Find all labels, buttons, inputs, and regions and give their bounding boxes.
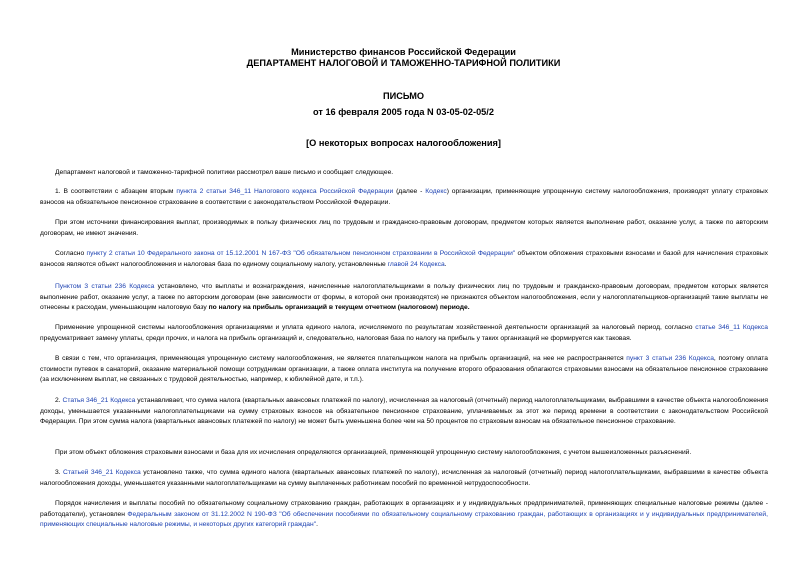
text-segment: ) организации, применяющие упрощенную систему налогообложения, производят уплату страховых взносов на обязательное пенсионное страхование в соответствии с законодательством Российской Федерации.: [40, 188, 768, 206]
paragraph-6: [40, 354, 768, 386]
text-segment: В связи с тем, что организация, применяющая упрощенную систему налогообложения, не является плательщиком налога на прибыль организаций, на нее не распространяется: [55, 355, 627, 362]
paragraph-5: [40, 323, 768, 344]
link-law-167fz[interactable]: пункту 2 статьи 10 Федерального закона от 15.12.2001 N 167-ФЗ "Об обязательном пенсионном страховании в Российской Федерации": [86, 250, 516, 257]
text-segment: 3.: [55, 469, 64, 476]
paragraph-8: При этом объект обложения страховыми взносами и база для их исчисления определяются организацией, применяющей упрощенную систему налогообложения, с учетом вышеизложенных разъяснений.: [55, 449, 692, 456]
text-segment: предусматривает замену уплаты, среди прочих, и налога на прибыль организаций и, следовательно, налоговая база по налогу на прибыль у таких организаций не формируется как таковая.: [40, 334, 632, 342]
paragraph-3: [40, 249, 768, 270]
paragraph-10: [40, 499, 768, 531]
paragraph-2: При этом источники финансирования выплат, производимых в пользу физических лиц по трудовым и гражданско-правовым договорам, предметом которых является выполнение работ, оказание услуг, а также по авторским договорам, не имеют значения.: [40, 219, 768, 237]
department-title: ДЕПАРТАМЕНТ НАЛОГОВОЙ И ТАМОЖЕННО-ТАРИФНОЙ ПОЛИТИКИ: [246, 58, 561, 68]
paragraph-7: [40, 396, 768, 428]
text-segment: , поэтому оплата стоимости путевок в санаторий, оказание материальной помощи сотрудникам организации, а также оплата института на получение второго образования облагаются страховыми взносами на обязательное пенсионное страхование (за исключением выплат, не связанных с трудовой деятельностью, например, к юбилейной дате, и т.п.).: [40, 355, 768, 383]
text-segment: .: [444, 260, 447, 268]
text-segment: установлено, что выплаты и вознаграждения, начисленные налогоплательщиками в пользу физических лиц по трудовым и гражданско-правовым договорам, предметом которых является выполнение работ, оказание услуг, а также по авторским договорам (вне зависимости от формы, в которой они производятся) не признаются объектом налогообложения, если у налогоплательщиков-организаций такие выплаты не отнесены к расходам, уменьшающим налоговую базу: [40, 283, 768, 311]
paragraph-1: [40, 187, 768, 208]
text-segment: 2.: [55, 397, 63, 404]
text-segment: .: [316, 521, 318, 528]
link-article-236-p3[interactable]: Пунктом 3 статьи 236 Кодекса: [55, 283, 155, 290]
text-segment: Порядок начисления и выплаты пособий по обязательному социальному страхованию граждан, работающих в организациях и у индивидуальных предпринимателей, применяющих специальные налоговые режимы (далее - работодатели), установлен: [40, 500, 768, 518]
text-segment: Согласно: [55, 250, 87, 257]
link-article-346-11[interactable]: статье 346_11 Кодекса: [695, 324, 768, 331]
bold-text-segment: по налогу на прибыль организаций в текущем отчетном (налоговом) периоде.: [208, 304, 470, 311]
link-nk-article-346-11[interactable]: пункта 2 статьи 346_11 Налогового кодекса Российской Федерации: [176, 188, 394, 195]
link-kodeks[interactable]: Кодекс: [425, 188, 447, 195]
link-chapter-24[interactable]: главой 24 Кодекса: [387, 260, 445, 268]
link-article-346-21[interactable]: Статьей 346_21 Кодекса: [63, 469, 141, 476]
text-segment: (далее -: [393, 188, 426, 195]
ministry-title: Министерство финансов Российской Федерации: [291, 47, 516, 57]
text-segment: установлено также, что сумма единого налога (квартальных авансовых платежей по налогу), исчисленная за налоговый (отчетный) период налогоплательщиками, выбравшими в качестве объекта налогообложения доходы, уменьшается указанными налогоплательщиками на сумму выплаченных работникам пособий по временной нетрудоспособности.: [40, 469, 769, 487]
paragraph-intro: Департамент налоговой и таможенно-тарифной политики рассмотрел ваше письмо и сообщает следующее.: [55, 169, 394, 176]
text-segment: 1. В соответствии с абзацем вторым: [55, 188, 177, 195]
document-type: ПИСЬМО: [382, 91, 425, 101]
link-law-190fz[interactable]: Федеральным законом от 31.12.2002 N 190-ФЗ "Об обеспечении пособиями по обязательному социальному страхованию граждан, работающих в организациях и у индивидуальных предпринимателей, применяющих специальные налоговые режимы, и некоторых других категорий граждан": [40, 510, 769, 528]
link-article-236-p3[interactable]: пункт 3 статьи 236 Кодекса: [626, 355, 714, 362]
text-segment: устанавливает, что сумма налога (квартальных авансовых платежей по налогу), исчисленная за налоговый (отчетный) период налогоплательщиками, выбравшими в качестве объекта налогообложения доходы, уменьшается указанными налогоплательщиками на сумму страховых взносов на обязательное пенсионное страхование, уплачиваемых за этот же период времени в соответствии с законодательством Российской Федерации. При этом сумма налога (квартальных авансовых платежей по налогу) не может быть уменьшена более чем на 50 процентов по страховым взносам на обязательное пенсионное страхование.: [40, 397, 769, 425]
paragraph-9: [40, 468, 768, 489]
document-date-number: от 16 февраля 2005 года N 03-05-02-05/2: [313, 107, 494, 117]
document-subject: [О некоторых вопросах налогообложения]: [306, 138, 501, 148]
text-segment: Применение упрощенной системы налогообложения организациями и уплата единого налога, исчисляемого по результатам хозяйственной деятельности организаций за налоговый период, согласно: [55, 324, 696, 331]
paragraph-4: [40, 282, 768, 314]
text-segment: объектом обложения страховыми взносами и базой для начисления страховых взносов являются объект налогообложения и налоговая база по единому социальному налогу, установленные: [40, 250, 768, 268]
link-article-346-21[interactable]: Статья 346_21 Кодекса: [62, 397, 136, 404]
